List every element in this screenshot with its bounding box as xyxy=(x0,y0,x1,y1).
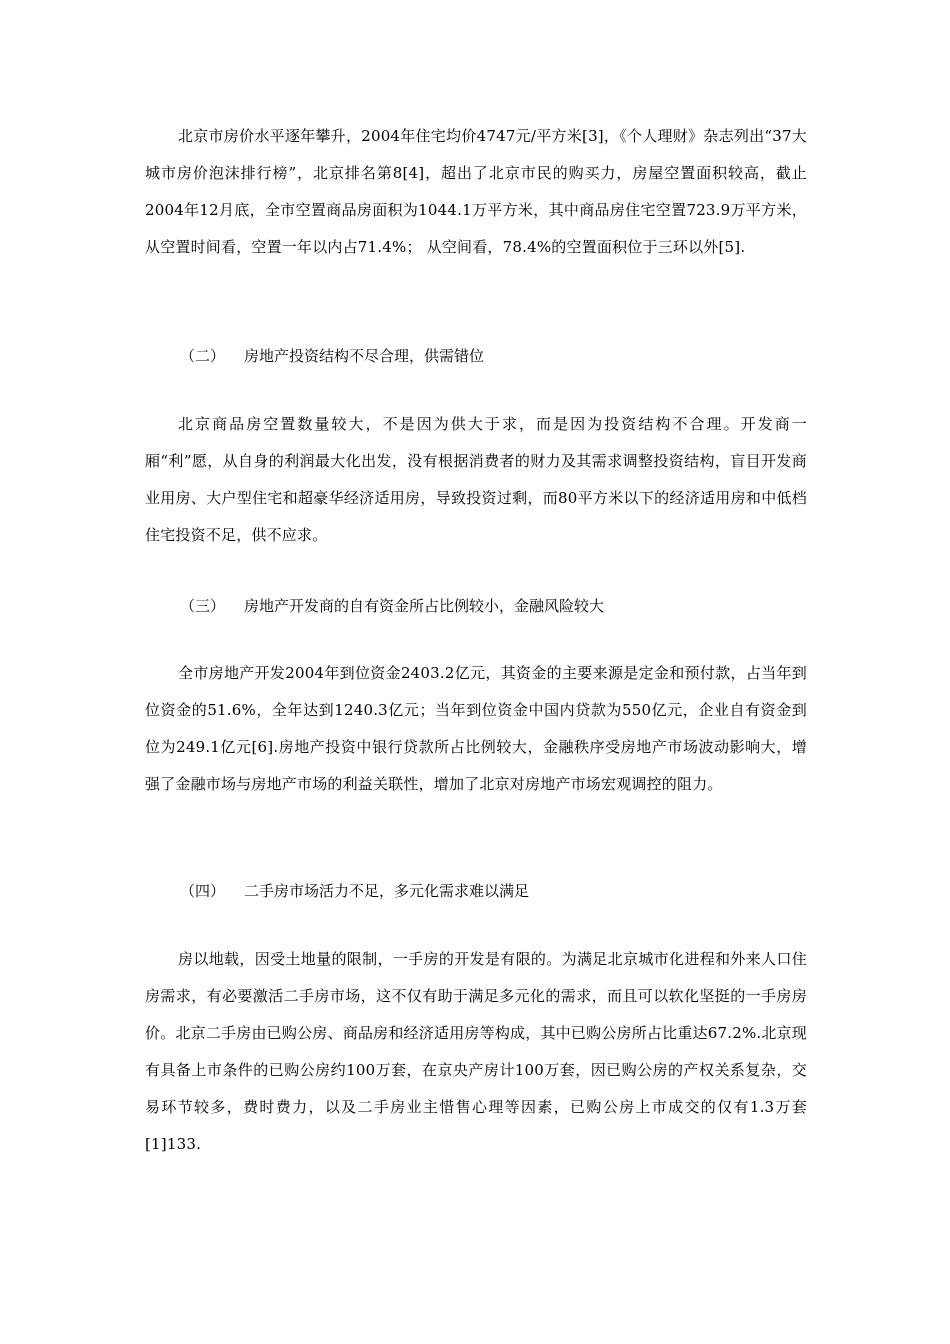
paragraph-investment-structure: 北京商品房空置数量较大，不是因为供大于求，而是因为投资结构不合理。开发商一厢“利”愿，从自身的利润最大化出发，没有根据消费者的财力及其需求调整投资结构，盲目开发商业用房、大户型住宅和超豪华经济适用房，导致投资过剩，而80平方米以下的经济适用房和中低档住宅投资不足，供不应求。 xyxy=(145,415,807,544)
section-heading-3 xyxy=(180,595,604,617)
paragraph-second-hand-market: 房以地载，因受土地量的限制，一手房的开发是有限的。为满足北京城市化进程和外来人口住房需求，有必要激活二手房市场，这不仅有助于满足多元化的需求，而且可以软化坚挺的一手房房价。北京二手房由已购公房、商品房和经济适用房等构成，其中已购公房所占比重达67.2%.北京现有具备上市条件的已购公房约100万套，在京央产房计100万套，因已购公房的产权关系复杂，交易环节较多，费时费力，以及二手房业主惜售心理等因素，已购公房上市成交的仅有1.3万套 [1]133. xyxy=(145,950,807,1153)
section-heading-4 xyxy=(180,880,529,902)
section-title-2: 房地产投资结构不尽合理，供需错位 xyxy=(244,347,485,365)
section-title-4: 二手房市场活力不足，多元化需求难以满足 xyxy=(244,882,530,900)
paragraph-financial-risk: 全市房地产开发2004年到位资金2403.2亿元，其资金的主要来源是定金和预付款，占当年到位资金的51.6%，全年达到1240.3亿元；当年到位资金中国内贷款为550亿元，企业自有资金到位为249.1亿元[6].房地产投资中银行贷款所占比例较大，金融秩序受房地产市场波动影响大，增强了金融市场与房地产市场的利益关联性，增加了北京对房地产市场宏观调控的阻力。 xyxy=(145,664,807,793)
section-number-4: （四） xyxy=(180,882,226,900)
section-number-3: （三） xyxy=(180,597,226,615)
section-title-3: 房地产开发商的自有资金所占比例较小，金融风险较大 xyxy=(244,597,605,615)
section-heading-2 xyxy=(180,345,484,367)
section-number-2: （二） xyxy=(180,347,226,365)
paragraph-housing-prices: 北京市房价水平逐年攀升，2004年住宅均价4747元/平方米[3]，《个人理财》杂志列出“37大城市房价泡沫排行榜”，北京排名第8[4]，超出了北京市民的购买力，房屋空置面积较高，截止2004年12月底，全市空置商品房面积为1044.1万平方米，其中商品房住宅空置723.9万平方米，从空置时间看，空置一年以内占71.4%； 从空间看，78.4%的空置面积位于三环以外[5]. xyxy=(145,127,807,256)
